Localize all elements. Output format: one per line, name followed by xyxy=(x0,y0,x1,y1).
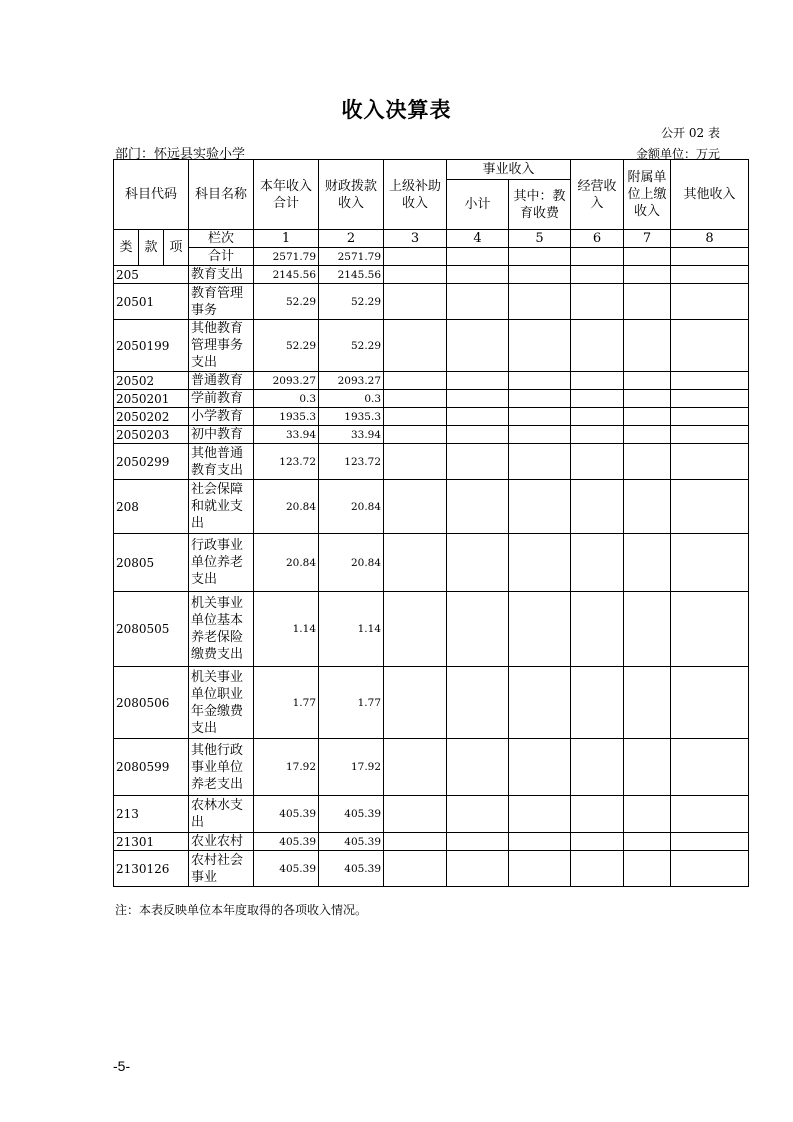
empty-cell xyxy=(384,796,447,833)
empty-cell xyxy=(624,284,671,320)
table-row xyxy=(114,667,749,739)
table-row xyxy=(114,534,749,592)
empty-cell xyxy=(509,796,571,833)
row-name: 机关事业单位职业年金缴费支出 xyxy=(189,667,254,739)
row-fiscal: 2145.56 xyxy=(319,266,384,284)
row-code: 21301 xyxy=(114,833,189,851)
empty-cell xyxy=(571,851,624,887)
col-num: 8 xyxy=(671,230,749,248)
row-code: 20502 xyxy=(114,372,189,390)
empty-cell xyxy=(671,833,749,851)
empty-cell xyxy=(671,284,749,320)
empty-cell xyxy=(509,372,571,390)
row-total: 123.72 xyxy=(254,444,319,480)
empty-cell xyxy=(447,739,509,796)
empty-cell xyxy=(447,266,509,284)
row-total: 20.84 xyxy=(254,534,319,592)
empty-cell xyxy=(447,426,509,444)
empty-cell xyxy=(671,534,749,592)
empty-cell xyxy=(671,390,749,408)
table-row xyxy=(114,739,749,796)
empty-cell xyxy=(447,667,509,739)
table-row xyxy=(114,372,749,390)
header-other-income: 其他收入 xyxy=(671,160,749,230)
row-total: 52.29 xyxy=(254,320,319,372)
empty-cell xyxy=(384,408,447,426)
empty-cell xyxy=(671,408,749,426)
empty-cell xyxy=(384,833,447,851)
footnote: 注：本表反映单位本年度取得的各项收入情况。 xyxy=(115,903,368,917)
col-num: 4 xyxy=(447,230,509,248)
table-row xyxy=(114,408,749,426)
empty-cell xyxy=(671,266,749,284)
empty-cell xyxy=(671,444,749,480)
empty-cell xyxy=(571,266,624,284)
empty-cell xyxy=(571,390,624,408)
empty-cell xyxy=(571,248,624,266)
row-code: 20805 xyxy=(114,534,189,592)
col-num: 6 xyxy=(571,230,624,248)
unit-label: 金额单位：万元 xyxy=(635,147,720,161)
empty-cell xyxy=(624,372,671,390)
empty-cell xyxy=(509,739,571,796)
row-total: 1.14 xyxy=(254,592,319,667)
empty-cell xyxy=(624,408,671,426)
department-label: 部门：怀远县实验小学 xyxy=(115,147,246,162)
col-num: 1 xyxy=(254,230,319,248)
empty-cell xyxy=(624,833,671,851)
row-total: 405.39 xyxy=(254,851,319,887)
row-code: 213 xyxy=(114,796,189,833)
row-total: 405.39 xyxy=(254,796,319,833)
empty-cell xyxy=(624,739,671,796)
empty-cell xyxy=(384,534,447,592)
row-code: 208 xyxy=(114,480,189,534)
empty-cell xyxy=(447,390,509,408)
header-subject-name: 科目名称 xyxy=(189,160,254,230)
header-subject-code: 科目代码 xyxy=(114,160,189,230)
empty-cell xyxy=(624,266,671,284)
row-name: 小学教育 xyxy=(189,408,254,426)
page-number: -5- xyxy=(113,1058,131,1074)
empty-cell xyxy=(384,851,447,887)
row-fiscal: 1.77 xyxy=(319,667,384,739)
empty-cell xyxy=(384,372,447,390)
empty-cell xyxy=(571,480,624,534)
empty-cell xyxy=(384,444,447,480)
table-row xyxy=(114,480,749,534)
col-num: 7 xyxy=(624,230,671,248)
empty-cell xyxy=(509,266,571,284)
empty-cell xyxy=(447,444,509,480)
empty-cell xyxy=(671,372,749,390)
empty-cell xyxy=(571,667,624,739)
row-fiscal: 52.29 xyxy=(319,284,384,320)
row-code: 2050201 xyxy=(114,390,189,408)
empty-cell xyxy=(509,833,571,851)
row-fiscal: 52.29 xyxy=(319,320,384,372)
empty-cell xyxy=(671,320,749,372)
row-total: 2093.27 xyxy=(254,372,319,390)
row-total: 52.29 xyxy=(254,284,319,320)
empty-cell xyxy=(624,248,671,266)
empty-cell xyxy=(571,320,624,372)
empty-cell xyxy=(384,480,447,534)
empty-cell xyxy=(447,592,509,667)
total-row-fiscal: 2571.79 xyxy=(319,248,384,266)
empty-cell xyxy=(509,480,571,534)
empty-cell xyxy=(447,833,509,851)
empty-cell xyxy=(509,534,571,592)
empty-cell xyxy=(671,851,749,887)
empty-cell xyxy=(384,592,447,667)
empty-cell xyxy=(571,426,624,444)
empty-cell xyxy=(509,592,571,667)
row-total: 2145.56 xyxy=(254,266,319,284)
empty-cell xyxy=(671,592,749,667)
row-code: 2050203 xyxy=(114,426,189,444)
income-table xyxy=(113,159,749,887)
row-name: 农业农村 xyxy=(189,833,254,851)
row-fiscal: 405.39 xyxy=(319,796,384,833)
row-fiscal: 17.92 xyxy=(319,739,384,796)
row-name: 机关事业单位基本养老保险缴费支出 xyxy=(189,592,254,667)
header-business-income: 事业收入 xyxy=(447,160,571,180)
header-operating-income: 经营收入 xyxy=(571,160,624,230)
row-code: 2050202 xyxy=(114,408,189,426)
empty-cell xyxy=(624,320,671,372)
table-row xyxy=(114,833,749,851)
empty-cell xyxy=(571,444,624,480)
row-name: 其他行政事业单位养老支出 xyxy=(189,739,254,796)
table-row xyxy=(114,390,749,408)
row-total: 33.94 xyxy=(254,426,319,444)
empty-cell xyxy=(624,667,671,739)
empty-cell xyxy=(571,833,624,851)
table-row xyxy=(114,592,749,667)
row-name: 行政事业单位养老支出 xyxy=(189,534,254,592)
empty-cell xyxy=(384,390,447,408)
empty-cell xyxy=(447,320,509,372)
row-fiscal: 1935.3 xyxy=(319,408,384,426)
row-code: 2080599 xyxy=(114,739,189,796)
empty-cell xyxy=(509,444,571,480)
row-code: 2050299 xyxy=(114,444,189,480)
empty-cell xyxy=(384,739,447,796)
empty-cell xyxy=(624,592,671,667)
row-fiscal: 405.39 xyxy=(319,833,384,851)
row-code: 20501 xyxy=(114,284,189,320)
empty-cell xyxy=(671,480,749,534)
row-total: 1.77 xyxy=(254,667,319,739)
table-row xyxy=(114,444,749,480)
table-row xyxy=(114,796,749,833)
empty-cell xyxy=(571,408,624,426)
row-fiscal: 33.94 xyxy=(319,426,384,444)
header-item: 项 xyxy=(164,230,189,266)
row-code: 2050199 xyxy=(114,320,189,372)
empty-cell xyxy=(671,426,749,444)
empty-cell xyxy=(384,266,447,284)
table-row xyxy=(114,426,749,444)
header-higher-subsidy: 上级补助收入 xyxy=(384,160,447,230)
row-fiscal: 2093.27 xyxy=(319,372,384,390)
empty-cell xyxy=(384,320,447,372)
empty-cell xyxy=(624,796,671,833)
row-fiscal: 20.84 xyxy=(319,480,384,534)
header-section: 款 xyxy=(139,230,164,266)
page-title: 收入决算表 xyxy=(341,97,452,122)
row-name: 社会保障和就业支出 xyxy=(189,480,254,534)
row-total: 20.84 xyxy=(254,480,319,534)
empty-cell xyxy=(447,796,509,833)
empty-cell xyxy=(671,667,749,739)
empty-cell xyxy=(384,426,447,444)
row-total: 405.39 xyxy=(254,833,319,851)
empty-cell xyxy=(447,480,509,534)
table-row xyxy=(114,851,749,887)
empty-cell xyxy=(571,534,624,592)
row-total: 17.92 xyxy=(254,739,319,796)
total-row-total: 2571.79 xyxy=(254,248,319,266)
form-number: 公开 02 表 xyxy=(661,126,720,140)
empty-cell xyxy=(571,739,624,796)
row-code: 2080505 xyxy=(114,592,189,667)
empty-cell xyxy=(447,284,509,320)
empty-cell xyxy=(447,408,509,426)
row-fiscal: 20.84 xyxy=(319,534,384,592)
empty-cell xyxy=(624,444,671,480)
empty-cell xyxy=(571,592,624,667)
empty-cell xyxy=(384,284,447,320)
empty-cell xyxy=(509,390,571,408)
table-row xyxy=(114,320,749,372)
header-fiscal-allocation: 财政拨款收入 xyxy=(319,160,384,230)
empty-cell xyxy=(624,534,671,592)
row-name: 教育支出 xyxy=(189,266,254,284)
row-name: 初中教育 xyxy=(189,426,254,444)
row-code: 2130126 xyxy=(114,851,189,887)
row-name: 普通教育 xyxy=(189,372,254,390)
empty-cell xyxy=(447,372,509,390)
empty-cell xyxy=(509,248,571,266)
empty-cell xyxy=(509,426,571,444)
header-edu-fee: 其中：教育收费 xyxy=(509,180,571,230)
total-row-label: 合计 xyxy=(189,248,254,266)
row-fiscal: 123.72 xyxy=(319,444,384,480)
col-num: 5 xyxy=(509,230,571,248)
empty-cell xyxy=(571,372,624,390)
empty-cell xyxy=(624,390,671,408)
header-total-income: 本年收入合计 xyxy=(254,160,319,230)
table-row xyxy=(114,266,749,284)
empty-cell xyxy=(509,320,571,372)
col-num: 3 xyxy=(384,230,447,248)
empty-cell xyxy=(571,284,624,320)
empty-cell xyxy=(624,426,671,444)
row-name: 教育管理事务 xyxy=(189,284,254,320)
empty-cell xyxy=(671,796,749,833)
empty-cell xyxy=(624,851,671,887)
row-name: 学前教育 xyxy=(189,390,254,408)
row-fiscal: 0.3 xyxy=(319,390,384,408)
empty-cell xyxy=(671,739,749,796)
empty-cell xyxy=(384,667,447,739)
row-name: 其他教育管理事务支出 xyxy=(189,320,254,372)
table-row xyxy=(114,284,749,320)
empty-cell xyxy=(671,248,749,266)
row-name: 农林水支出 xyxy=(189,796,254,833)
header-column-label: 栏次 xyxy=(189,230,254,248)
row-code: 2080506 xyxy=(114,667,189,739)
empty-cell xyxy=(384,248,447,266)
header-affiliated-income: 附属单位上缴收入 xyxy=(624,160,671,230)
empty-cell xyxy=(509,408,571,426)
row-total: 0.3 xyxy=(254,390,319,408)
row-total: 1935.3 xyxy=(254,408,319,426)
empty-cell xyxy=(447,248,509,266)
empty-cell xyxy=(447,534,509,592)
empty-cell xyxy=(571,796,624,833)
row-code: 205 xyxy=(114,266,189,284)
empty-cell xyxy=(447,851,509,887)
empty-cell xyxy=(509,851,571,887)
row-fiscal: 1.14 xyxy=(319,592,384,667)
col-num: 2 xyxy=(319,230,384,248)
header-subtotal: 小计 xyxy=(447,180,509,230)
row-name: 其他普通教育支出 xyxy=(189,444,254,480)
empty-cell xyxy=(509,284,571,320)
header-class: 类 xyxy=(114,230,139,266)
row-fiscal: 405.39 xyxy=(319,851,384,887)
row-name: 农村社会事业 xyxy=(189,851,254,887)
empty-cell xyxy=(509,667,571,739)
empty-cell xyxy=(624,480,671,534)
